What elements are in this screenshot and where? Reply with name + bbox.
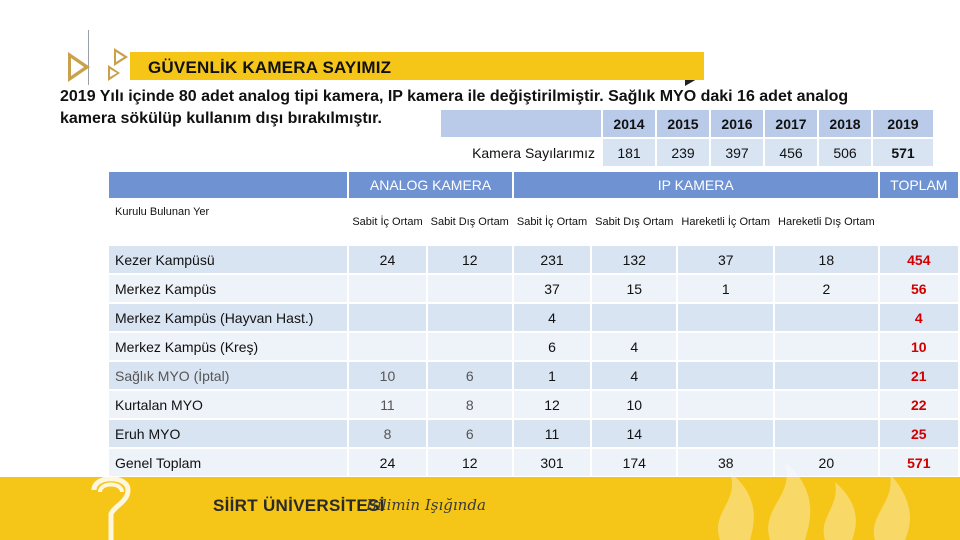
count-cell: 181 <box>603 139 655 166</box>
location-cell: Merkez Kampüs (Kreş) <box>109 333 347 360</box>
count-cell: 571 <box>873 139 933 166</box>
value-cell: 1 <box>514 362 590 389</box>
count-cell: 397 <box>711 139 763 166</box>
value-cell: 132 <box>592 246 676 273</box>
play-arrow-inner-icon <box>71 58 84 76</box>
table-row <box>109 391 958 418</box>
value-cell <box>349 333 425 360</box>
corner-cell <box>109 172 347 198</box>
value-cell <box>349 275 425 302</box>
value-cell: 12 <box>514 391 590 418</box>
value-cell: 20 <box>775 449 878 476</box>
blank-cell <box>441 110 601 137</box>
value-cell <box>775 391 878 418</box>
subheader-cell: Sabit Dış Ortam <box>592 200 676 244</box>
value-cell: 8 <box>428 391 512 418</box>
total-cell: 4 <box>880 304 958 331</box>
value-cell <box>775 420 878 447</box>
value-cell: 24 <box>349 449 425 476</box>
university-logo-icon <box>88 470 134 540</box>
year-cell: 2018 <box>819 110 871 137</box>
value-cell: 37 <box>678 246 773 273</box>
count-cell: 239 <box>657 139 709 166</box>
row-label: Kamera Sayılarımız <box>472 144 595 161</box>
subheader-cell: Sabit Dış Ortam <box>428 200 512 244</box>
ip-group-header: IP KAMERA <box>514 172 878 198</box>
total-cell: 21 <box>880 362 958 389</box>
location-cell: Kurtalan MYO <box>109 391 347 418</box>
location-cell: Merkez Kampüs <box>109 275 347 302</box>
location-cell: Kezer Kampüsü <box>109 246 347 273</box>
value-cell: 10 <box>592 391 676 418</box>
subheader-cell: Sabit İç Ortam <box>349 200 425 244</box>
subheader-cell: Sabit İç Ortam <box>514 200 590 244</box>
value-cell: 11 <box>349 391 425 418</box>
value-cell: 301 <box>514 449 590 476</box>
description-text: 2019 Yılı içinde 80 adet analog tipi kamera, IP kamera ile değiştirilmiştir. Sağlık MYO daki 16 adet analog kamera sökülüp kullanım dışı bırakılmıştır. <box>60 88 849 127</box>
year-cell: 2014 <box>603 110 655 137</box>
small-arrow-inner-icon <box>110 69 117 77</box>
value-cell <box>775 304 878 331</box>
value-cell <box>775 333 878 360</box>
value-cell: 4 <box>592 333 676 360</box>
value-cell: 18 <box>775 246 878 273</box>
year-count-table <box>439 108 935 168</box>
flame-decoration-icon <box>700 462 920 540</box>
value-cell: 15 <box>592 275 676 302</box>
value-cell: 6 <box>514 333 590 360</box>
value-cell <box>678 304 773 331</box>
year-cell: 2019 <box>873 110 933 137</box>
university-name: SİİRT ÜNİVERSİTESİ <box>213 496 385 515</box>
location-cell: Sağlık MYO (İptal) <box>109 362 347 389</box>
count-cell: 456 <box>765 139 817 166</box>
value-cell: 12 <box>428 449 512 476</box>
value-cell <box>349 304 425 331</box>
value-cell <box>428 304 512 331</box>
value-cell <box>428 275 512 302</box>
location-header: Kurulu Bulunan Yer <box>109 200 347 244</box>
table-row <box>109 246 958 273</box>
value-cell: 1 <box>678 275 773 302</box>
value-cell: 14 <box>592 420 676 447</box>
subheader-row <box>109 200 958 244</box>
value-cell: 6 <box>428 420 512 447</box>
value-cell: 38 <box>678 449 773 476</box>
value-cell: 11 <box>514 420 590 447</box>
total-cell: 571 <box>880 449 958 476</box>
university-motto: Bilimin Işığında <box>366 496 486 514</box>
total-cell: 56 <box>880 275 958 302</box>
value-cell: 4 <box>592 362 676 389</box>
value-cell: 4 <box>514 304 590 331</box>
page-title: GÜVENLİK KAMERA SAYIMIZ <box>148 58 392 77</box>
value-cell <box>428 333 512 360</box>
location-cell: Genel Toplam <box>109 449 347 476</box>
count-cell: 506 <box>819 139 871 166</box>
camera-count-row <box>441 139 933 166</box>
subheader-cell <box>880 200 958 244</box>
total-cell: 25 <box>880 420 958 447</box>
total-cell: 454 <box>880 246 958 273</box>
table-row <box>109 304 958 331</box>
value-cell: 174 <box>592 449 676 476</box>
value-cell: 2 <box>775 275 878 302</box>
location-cell: Eruh MYO <box>109 420 347 447</box>
total-cell: 10 <box>880 333 958 360</box>
value-cell: 231 <box>514 246 590 273</box>
value-cell: 6 <box>428 362 512 389</box>
value-cell: 8 <box>349 420 425 447</box>
table-row <box>109 420 958 447</box>
subheader-cell: Hareketli Dış Ortam <box>775 200 878 244</box>
value-cell <box>678 362 773 389</box>
year-cell: 2017 <box>765 110 817 137</box>
camera-location-table <box>107 170 960 478</box>
total-group-header: TOPLAM <box>880 172 958 198</box>
value-cell <box>678 391 773 418</box>
subheader-cell: Hareketli İç Ortam <box>678 200 773 244</box>
value-cell: 24 <box>349 246 425 273</box>
value-cell <box>678 420 773 447</box>
value-cell: 37 <box>514 275 590 302</box>
year-cell: 2016 <box>711 110 763 137</box>
value-cell: 10 <box>349 362 425 389</box>
year-cell: 2015 <box>657 110 709 137</box>
table-row <box>109 275 958 302</box>
small-arrow-inner-icon <box>116 52 124 62</box>
table-row <box>109 362 958 389</box>
group-header-row <box>109 172 958 198</box>
location-cell: Merkez Kampüs (Hayvan Hast.) <box>109 304 347 331</box>
value-cell: 12 <box>428 246 512 273</box>
year-header-row <box>441 110 933 137</box>
table-row <box>109 333 958 360</box>
value-cell <box>678 333 773 360</box>
value-cell <box>775 362 878 389</box>
total-cell: 22 <box>880 391 958 418</box>
analog-group-header: ANALOG KAMERA <box>349 172 512 198</box>
value-cell <box>592 304 676 331</box>
